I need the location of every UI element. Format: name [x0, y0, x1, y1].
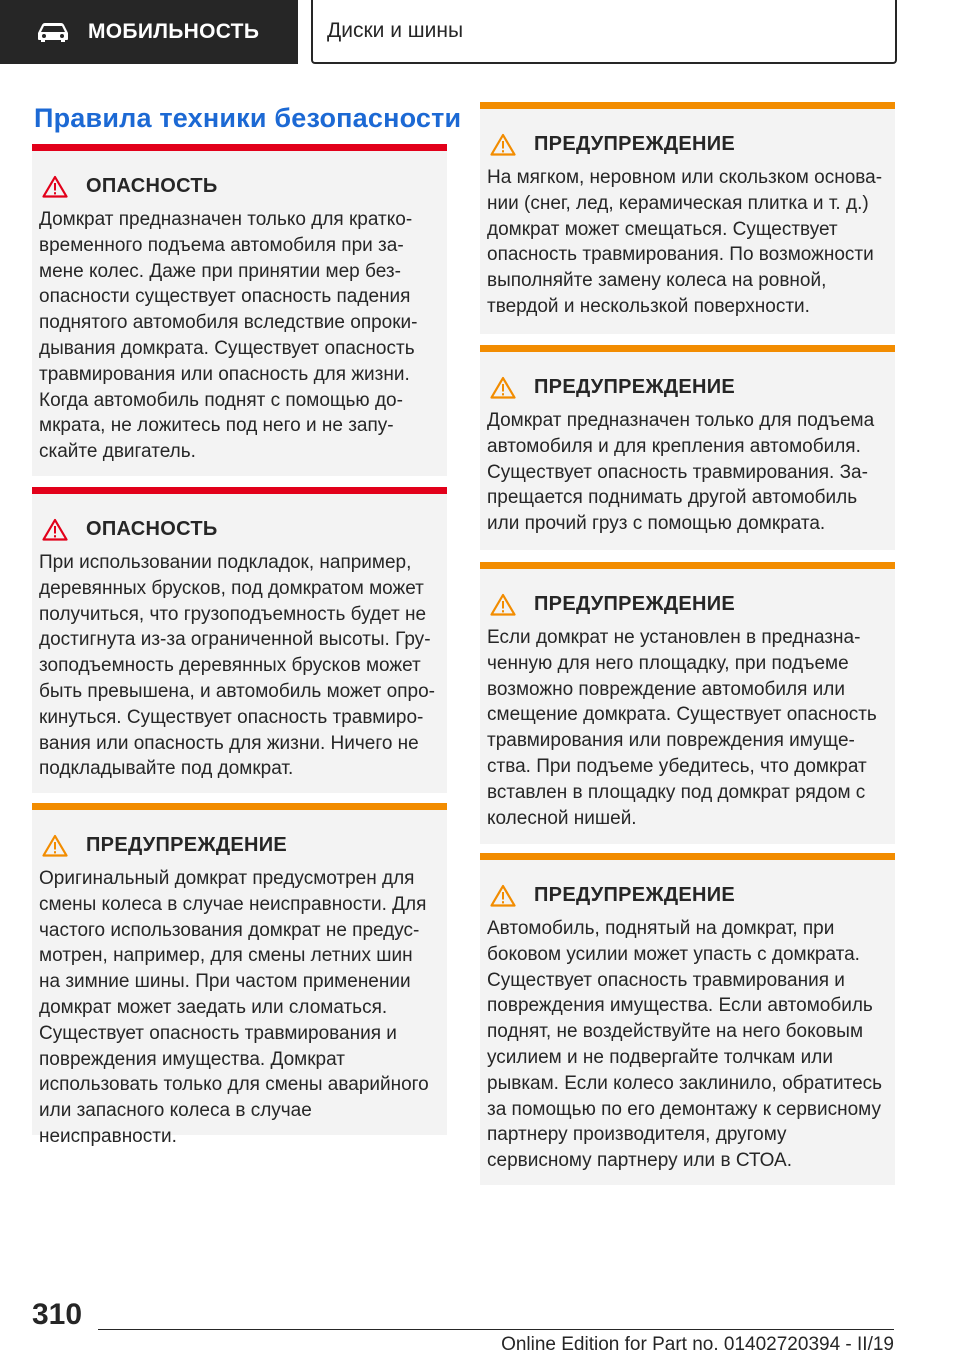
footer-edition: Online Edition for Part no. 01402720394 - II/19 [501, 1334, 894, 1355]
notice-text: При использовании подкладок, например, деревянных брусков, под домкратом может получиться, что грузоподъемность будет не достигнута из-за ограниченной высоты. Грузоподъемность деревянных брусков может быть превышена, и автомобиль может опрокинуться. Существует опасность травмирования или опасность для жизни. Ничего не подкладывайте под домкрат. [39, 552, 435, 780]
page-number: 310 [32, 1298, 83, 1331]
notice-text: На мягком, неровном или скользком основании (снег, лед, керамическая плитка и т. д.) домкрат может смещаться. Существует опасность травмирования. По возможности выполняйте замену колеса на ровной, твердой и нескользкой поверхности. [487, 167, 883, 317]
notice-text: Домкрат предназначен только для подъема автомобиля и для крепления автомобиля. Существует опасность травмирования. Запрещается поднимать другой автомобиль или прочий груз с помощью домкрата. [487, 410, 875, 535]
warning-triangle-icon [42, 518, 68, 541]
warning-triangle-icon [42, 834, 68, 857]
notice-header [39, 514, 435, 544]
notice-header [39, 830, 435, 860]
warning-triangle-icon [490, 133, 516, 156]
warning-triangle-icon [42, 175, 68, 198]
notice-header [487, 372, 883, 402]
warning-notice-3 [480, 345, 895, 550]
notice-header [487, 129, 883, 159]
notice-level: ПРЕДУПРЕЖДЕНИЕ [534, 592, 736, 615]
header-section-label: МОБИЛЬНОСТЬ [88, 20, 260, 43]
notice-level: ОПАСНОСТЬ [86, 517, 218, 540]
notice-level: ПРЕДУПРЕЖДЕНИЕ [534, 132, 736, 155]
warning-triangle-icon [490, 376, 516, 399]
notice-level: ПРЕДУПРЕЖДЕНИЕ [534, 883, 736, 906]
danger-notice-2 [32, 487, 447, 793]
notice-level: ПРЕДУПРЕЖДЕНИЕ [534, 375, 736, 398]
header-section-tab [0, 0, 298, 64]
notice-header [39, 171, 435, 201]
header-chapter-tab [311, 0, 897, 64]
warning-notice-1 [32, 803, 447, 1147]
notice-level: ПРЕДУПРЕЖДЕНИЕ [86, 833, 288, 856]
notice-text: Если домкрат не установлен в предназначенную для него площадку, при подъеме возможно повреждение автомобиля или смещение домкрата. Существует опасность травмирования или повреждения имущества. При подъеме убедитесь, что домкрат вставлен в площадку под домкрат рядом с колесной нишей. [487, 627, 877, 829]
notice-text: Оригинальный домкрат предусмотрен для смены колеса в случае неисправности. Для частого использования домкрат не предусмотрен, например, для смены летних шин на зимние шины. При частом применении домкрат может заедать или сломаться. Существует опасность травмирования и повреждения имущества. Домкрат использовать только для смены аварийного или запасного колеса в случае неисправности. [39, 868, 429, 1147]
notice-header [487, 589, 883, 619]
header-chapter-label: Диски и шины [327, 19, 464, 42]
car-icon [36, 21, 70, 43]
notice-text: Домкрат предназначен только для кратковременного подъема автомобиля при замене колес. Даже при принятии мер безопасности существует опасность падения поднятого автомобиля вследствие опрокидывания домкрата. Существует опасность травмирования или опасность для жизни. Когда автомобиль поднят с помощью домкрата, не ложитесь под него и не запускайте двигатель. [39, 209, 418, 463]
notice-level: ОПАСНОСТЬ [86, 174, 218, 197]
danger-notice-1 [32, 144, 447, 476]
page-title: Правила техники безопасности [34, 103, 462, 133]
warning-triangle-icon [490, 593, 516, 616]
warning-notice-2 [480, 102, 895, 334]
notice-text: Автомобиль, поднятый на домкрат, при боковом усилии может упасть с домкрата. Существует опасность травмирования и повреждения имущества. Если автомобиль поднят, не воздействуйте на него боковым усилием и не подвергайте толчкам или рывкам. Если колесо заклинило, обратитесь за помощью по его демонтажу к сервисному партнеру производителя, другому сервисному партнеру или в СТОА. [487, 918, 883, 1172]
warning-notice-4 [480, 562, 895, 844]
notice-header [487, 880, 883, 910]
warning-triangle-icon [490, 884, 516, 907]
footer-divider [98, 1329, 894, 1330]
warning-notice-5 [480, 853, 895, 1185]
